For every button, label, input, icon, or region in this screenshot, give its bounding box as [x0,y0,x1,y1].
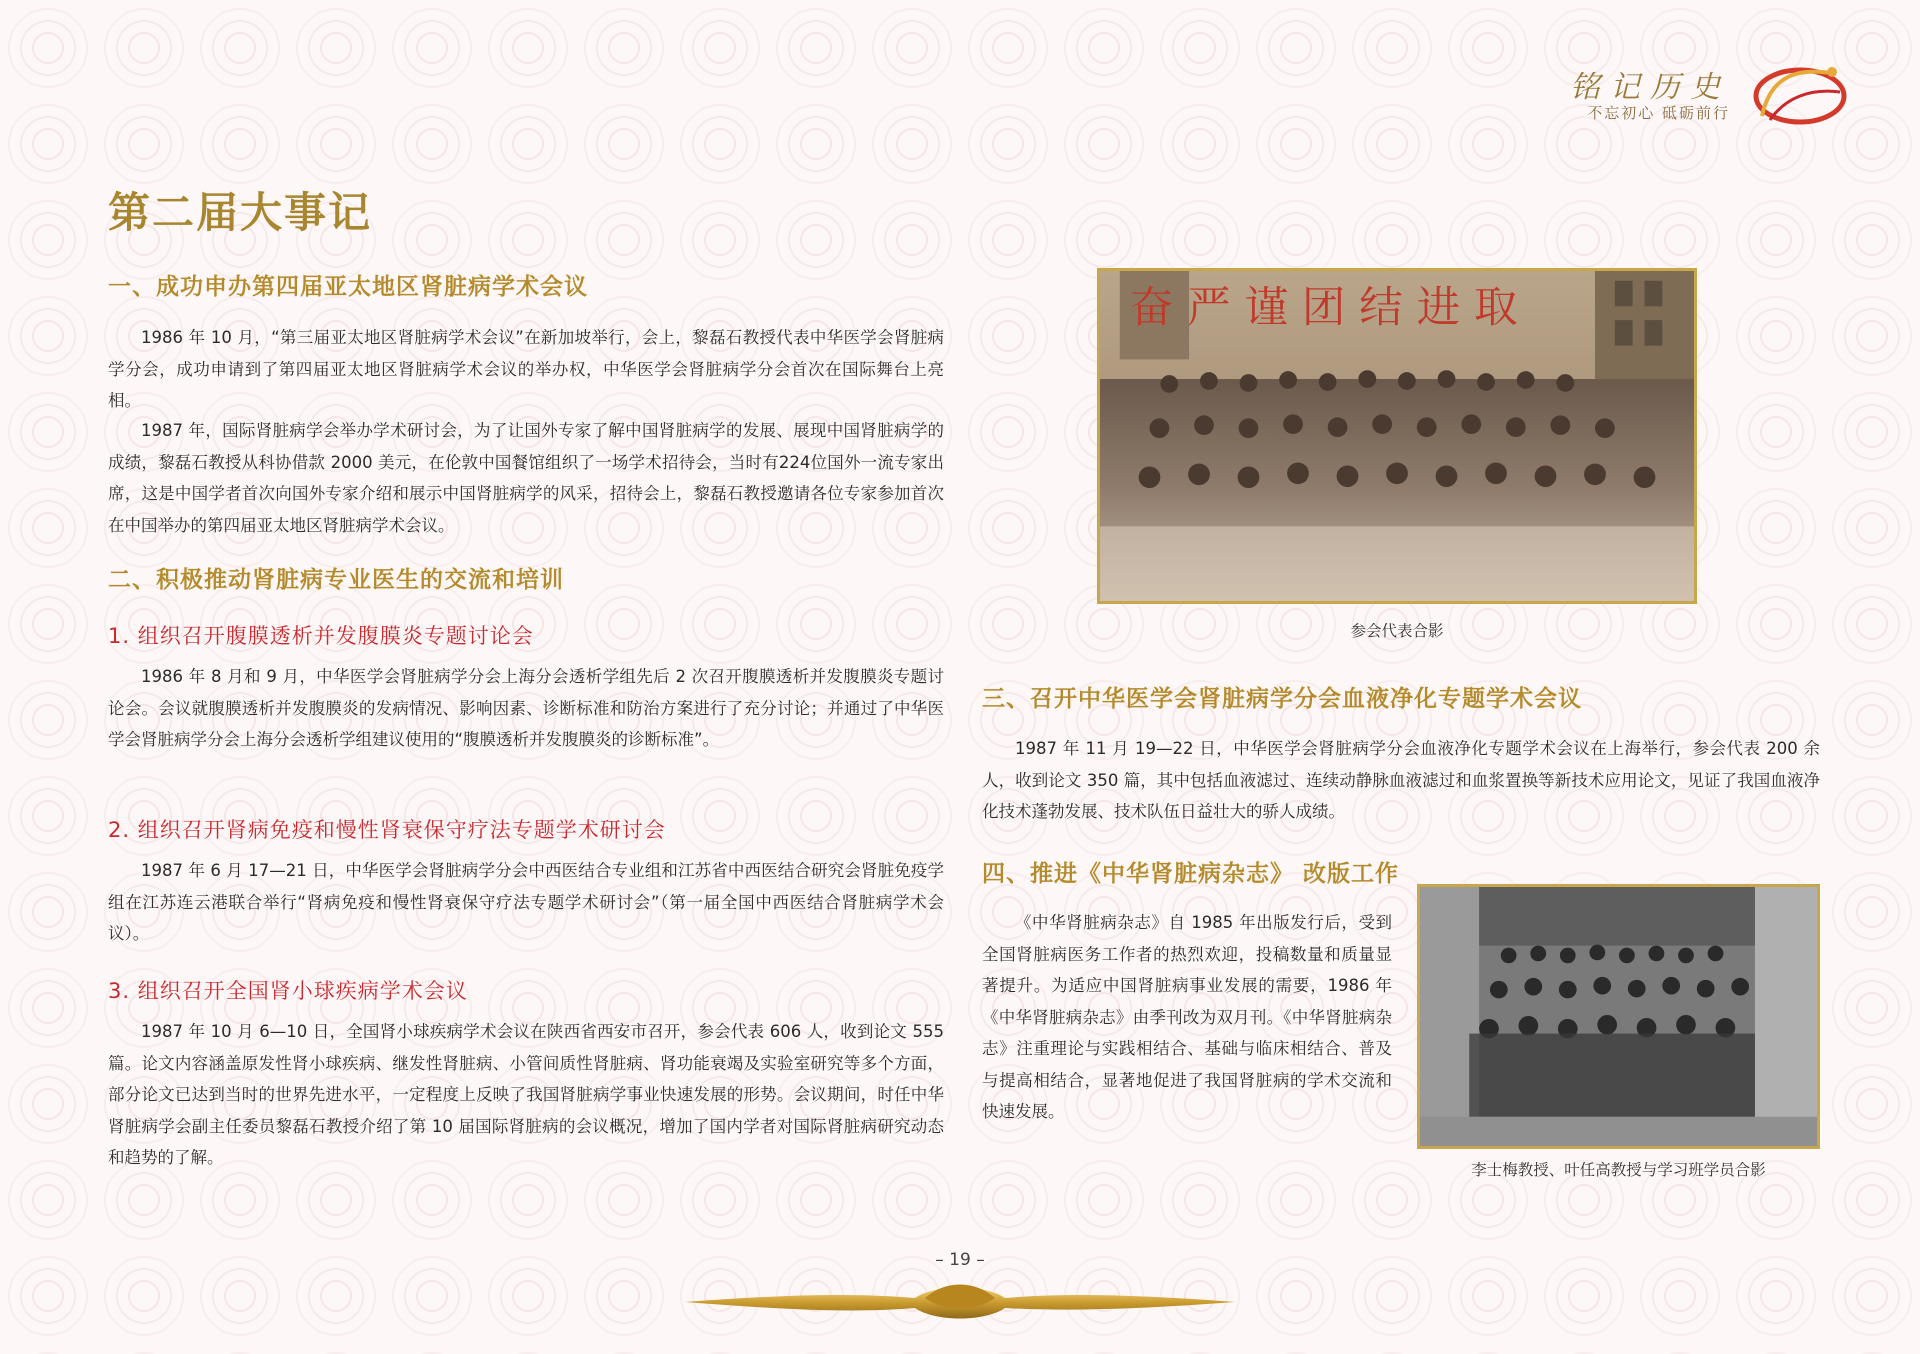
section2-sub1-paragraph: 1986 年 8 月和 9 月，中华医学会肾脏病学分会上海分会透析学组先后 2 次召开腹膜透析并发腹膜炎专题讨论会。会议就腹膜透析并发腹膜炎的发病情况、影响因素、诊断标准和防治方案进行了充分讨论；并通过了中华医学会肾脏病学分会上海分会透析学组建议使用的“腹膜透析并发腹膜炎的诊断标准”。 [108,667,944,749]
group-photo-delegates [1097,268,1697,604]
page-number: – 19 – [935,1250,985,1270]
brand-header [1550,58,1850,128]
page-title: 第二届大事记 [108,188,373,237]
section2-sub1-heading: 1. 组织召开腹膜透析并发腹膜炎专题讨论会 [108,624,534,648]
brand-slogan: 不忘初心 砥砺前行 [1587,104,1730,122]
section1-paragraph-1: 1986 年 10 月，“第三届亚太地区肾脏病学术会议”在新加坡举行，会上，黎磊石教授代表中华医学会肾脏病学分会，成功申请到了第四届亚太地区肾脏病学术会议的举办权，中华医学会肾脏病学分会首次在国际舞台上亮相。 [108,328,944,410]
group-photo-image [1100,271,1694,601]
group-photo-training-class [1417,884,1820,1149]
section2-sub2-heading: 2. 组织召开肾病免疫和慢性肾衰保守疗法专题学术研讨会 [108,818,666,842]
section2-sub3-heading: 3. 组织召开全国肾小球疾病学术会议 [108,979,468,1003]
section1-heading: 一、成功申办第四届亚太地区肾脏病学术会议 [108,274,588,300]
section2-sub3-paragraph: 1987 年 10 月 6—10 日，全国肾小球疾病学术会议在陕西省西安市召开，参会代表 606 人，收到论文 555 篇。论文内容涵盖原发性肾小球疾病、继发性肾脏病、小管间质性肾脏病、肾功能衰竭及实验室研究等多个方面，部分论文已达到当时的世界先进水平，一定程度上反映了我国肾脏病学事业快速发展的形势。会议期间，时任中华肾脏病学会副主任委员黎磊石教授介绍了第 10 届国际肾脏病的会议概况，增加了国内学者对国际肾脏病研究动态和趋势的了解。 [108,1022,944,1167]
section3-heading: 三、召开中华医学会肾脏病学分会血液净化专题学术会议 [982,686,1582,712]
section4-paragraph: 《中华肾脏病杂志》自 1985 年出版发行后，受到全国肾脏病医务工作者的热烈欢迎，投稿数量和质量显著提升。为适应中国肾脏病事业发展的需要，1986 年《中华肾脏病杂志》由季刊改为双月刊。《中华肾脏病杂志》注重理论与实践相结合、基础与临床相结合、普及与提高相结合，显著地促进了我国肾脏病的学术交流和快速发展。 [982,913,1392,1121]
section1-paragraph-2: 1987 年，国际肾脏病学会举办学术研讨会，为了让国外专家了解中国肾脏病学的发展、展现中国肾脏病学的成绩，黎磊石教授从科协借款 2000 美元，在伦敦中国餐馆组织了一场学术招待会，当时有224位国外一流专家出席，这是中国学者首次向国外专家介绍和展示中国肾脏病学的风采，招待会上，黎磊石教授邀请各位专家参加首次在中国举办的第四届亚太地区肾脏病学术会议。 [108,421,944,535]
section3-paragraph: 1987 年 11 月 19—22 日，中华医学会肾脏病学分会血液净化专题学术会议在上海举行，参会代表 200 余人，收到论文 350 篇，其中包括血液滤过、连续动静脉血液滤过和血浆置换等新技术应用论文，见证了我国血液净化技术蓬勃发展、技术队伍日益壮大的骄人成绩。 [982,739,1820,821]
gold-ribbon-ornament-icon [685,1278,1235,1328]
brand-title: 铭记历史 [1570,70,1730,105]
anniversary-logo-icon [1740,58,1850,128]
section4-heading: 四、推进《中华肾脏病杂志》 改版工作 [982,861,1400,887]
photo2-caption: 李士梅教授、叶任高教授与学习班学员合影 [1471,1161,1766,1179]
photo-banner-text: 奋 严 谨 团 结 进 取 [1129,283,1518,334]
training-photo-image [1420,887,1817,1146]
section2-heading: 二、积极推动肾脏病专业医生的交流和培训 [108,567,564,593]
photo1-caption: 参会代表合影 [1350,622,1444,640]
section2-sub2-paragraph: 1987 年 6 月 17—21 日，中华医学会肾脏病学分会中西医结合专业组和江苏省中西医结合研究会肾脏免疫学组在江苏连云港联合举行“肾病免疫和慢性肾衰保守疗法专题学术研讨会”（第一届全国中西医结合肾脏病学术会议）。 [108,861,944,943]
